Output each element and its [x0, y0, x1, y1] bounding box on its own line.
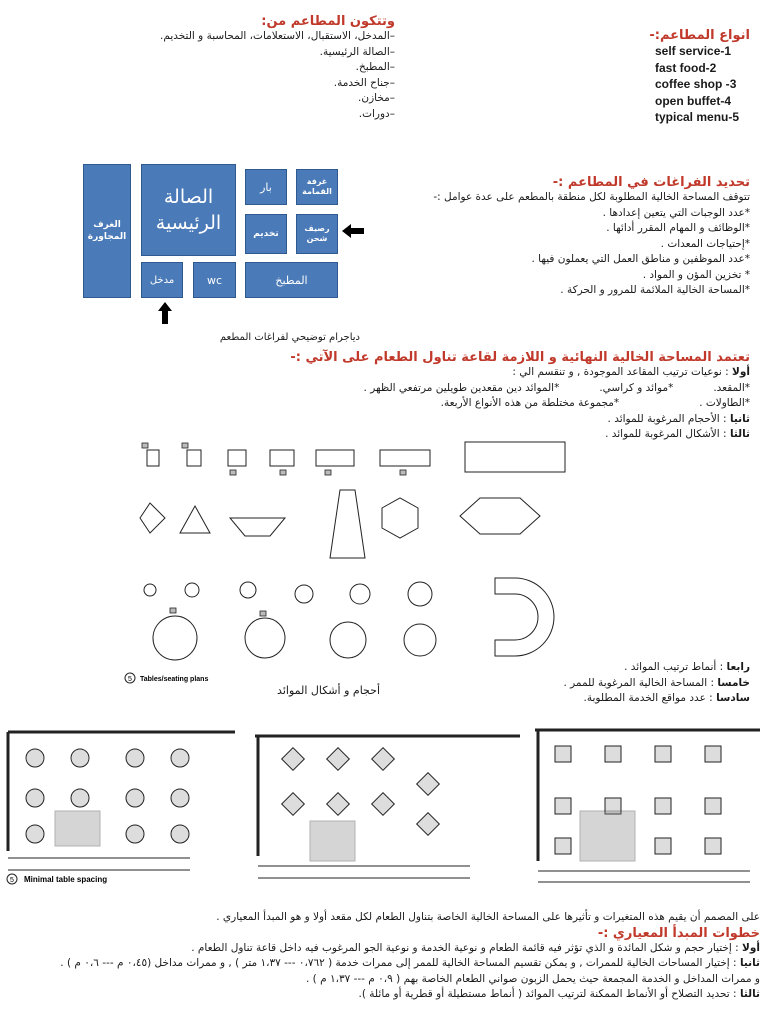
loading-dock-box: رصيف شحن — [296, 214, 338, 254]
list-item: *إحتياجات المعدات . — [660, 237, 750, 250]
label-step-second: ثانيا — [739, 957, 760, 969]
kitchen-box: المطبخ — [245, 262, 338, 298]
list-item: –المطبخ. — [355, 61, 395, 73]
bar-box: بار — [245, 169, 287, 205]
spaces-title: تحديد الفراغات في المطاعم :- — [552, 175, 750, 190]
standard-block: على المصمم أن يقيم هذه المتغيرات و تأثيرها على المساحة الخالية الخاصة بتناول الطعام لكل مقعد أولا و هو المبدأ المعياري . خطوات المبدأ المعياري :- أولا : إختيار حجم و شكل المائدة و الذي تؤثر فيه قائمة الطعام و نوعية الخدمة و نوعية الجو المرغوب فيه داخل قاعة تناول الطعام . ثانيا : إختيار المساحات الخالية للممرات , و يمكن تقسيم المساحة الخالية للممر إلى ممرات خدمة ( ٠،٧٦٢ --- ١،٣٧ متر ) , و ممرات مداخل (٠،٤٥ م --- ٠،٦ م ) . و ممرات المداخل و الخدمة المجمعة حيث يحمل الزبون صواني الطعام الخاصة بهم ( ٠،٩ م --- ١،٣٧ م ) . ثالثا : تحديد التصلاح أو الأنماط الممكنة لترتيب الموائد ( أنماط مستطيلة أو قطرية أو مائلة ). — [8, 910, 760, 1003]
side-rooms-box: الغرف المجاورة — [83, 164, 131, 298]
arrow-left-icon — [342, 223, 364, 239]
net-area-title: تعتمد المساحة الخالية النهائية و اللازمة لقاعة تناول الطعام على الآتي :- — [290, 350, 750, 365]
standard-title: خطوات المبدأ المعياري :- — [597, 925, 760, 941]
intro-list — [110, 29, 395, 122]
seat-type-mixed: *مجموعة مختلطة من هذه الأنواع الأربعة. — [440, 397, 620, 409]
intro-title: وتتكون المطاعم من: — [261, 14, 395, 29]
list-item: 2-fast food — [655, 60, 717, 75]
figure2-label: Minimal table spacing — [24, 875, 108, 884]
list-item: –مخازن. — [358, 92, 395, 104]
list-item: 4-open buffet — [655, 93, 732, 108]
label-third: ثالثا — [729, 428, 750, 440]
seat-type-long: *الموائد دين مقعدين طويلين مرتفعي الظهر . — [363, 381, 560, 394]
figure1-plate-label: Tables/seating plans — [140, 676, 209, 683]
figure1-plate-no: 5 — [128, 676, 132, 683]
list-item: –المدخل، الاستقبال، الاستعلامات، المحاسبة و التخديم. — [160, 30, 395, 42]
label-fifth: خامسا — [717, 676, 750, 689]
diagram-caption: دياجرام توضيحي لفراغات المطعم — [219, 332, 360, 343]
standard-lead: على المصمم أن يقيم هذه المتغيرات و تأثيرها على المساحة الخالية الخاصة بتناول الطعام لكل مقعد أولا و هو المبدأ المعياري . — [216, 911, 760, 923]
table-spacing-figure — [0, 716, 768, 888]
figure2-plate-no: 5 — [10, 877, 14, 884]
label-first: أولا — [732, 366, 750, 378]
list-item: *عدد الموظفين و مناطق العمل التي يعملون فيها . — [531, 253, 750, 265]
types-block — [560, 28, 750, 126]
step-second-cont: و ممرات المداخل و الخدمة المجمعة حيث يحمل الزبون صواني الطعام الخاصة بهم ( ٠،٩ م --- ١،٣٧ م ) . — [305, 972, 760, 985]
trash-room-box: غرفة القمامة — [296, 169, 338, 205]
patterns-block: رابعا : أنماط ترتيب الموائد . خامسا : المساحة الخالية المرغوبة للممر . سادسا : عدد مواقع الخدمة المطلوبة. — [563, 661, 750, 704]
intro-block — [110, 14, 395, 122]
figure1-caption: أحجام و أشكال الموائد — [277, 684, 380, 697]
list-item: –دورات. — [358, 107, 395, 120]
space-diagram — [80, 160, 370, 360]
main-hall-box: الصالة الرئيسية — [141, 164, 236, 256]
label-sixth: سادسا — [716, 692, 750, 704]
table-shapes-figure — [120, 428, 570, 686]
types-title: انواع المطاعم:- — [649, 28, 750, 43]
net-area-block: تعتمد المساحة الخالية النهائية و اللازمة لقاعة تناول الطعام على الآتي :- أولا : نوعيات ترتيب المقاعد الموجودة , و تنقسم الي : *المقعد. *موائد و كراسي. *الموائد دين مقعدين طويلين مرتفعي الظهر . *الطاولات . *مجموعة مختلطة من هذه الأنواع الأربعة. ثانيا : الأحجام المرغوبة للموائد . ثالثا : الأشكال المرغوبة للموائد . — [140, 350, 750, 443]
spaces-lead: تتوقف المساحة الخالية المطلوبة لكل منطقة بالمطعم على عدة عوامل :- — [433, 191, 750, 203]
label-second: ثانيا — [729, 412, 750, 425]
entrance-box: مدخل — [141, 262, 183, 298]
list-item: *عدد الوجبات التي يتعين إعدادها . — [602, 206, 750, 219]
spaces-block — [385, 175, 750, 299]
list-item: 5-typical menu — [655, 110, 740, 124]
list-item: –الصالة الرئيسية. — [319, 45, 395, 58]
arrow-up-icon — [157, 302, 173, 324]
seat-type-tables: *موائد و كراسي. — [599, 381, 674, 394]
list-item: *الوظائف و المهام المقرر أدائها . — [606, 222, 750, 234]
label-step-first: أولا — [742, 941, 760, 954]
list-item: *المساحة الخالية الملائمة للمرور و الحركة . — [560, 284, 750, 296]
list-item: 3- coffee shop — [655, 77, 737, 91]
list-item: –جناح الخدمة. — [333, 76, 395, 89]
serving-box: تخديم — [245, 214, 287, 254]
seat-type-counter: *المقعد. — [713, 381, 750, 394]
types-list — [560, 43, 750, 126]
list-item: * تخزين المؤن و المواد . — [642, 268, 750, 281]
list-item: 1-self service — [655, 44, 732, 58]
seat-type-small: *الطاولات . — [699, 397, 750, 409]
label-fourth: رابعا — [726, 661, 750, 673]
label-step-third: ثالثا — [739, 988, 760, 1000]
wc-box: wc — [193, 262, 236, 298]
